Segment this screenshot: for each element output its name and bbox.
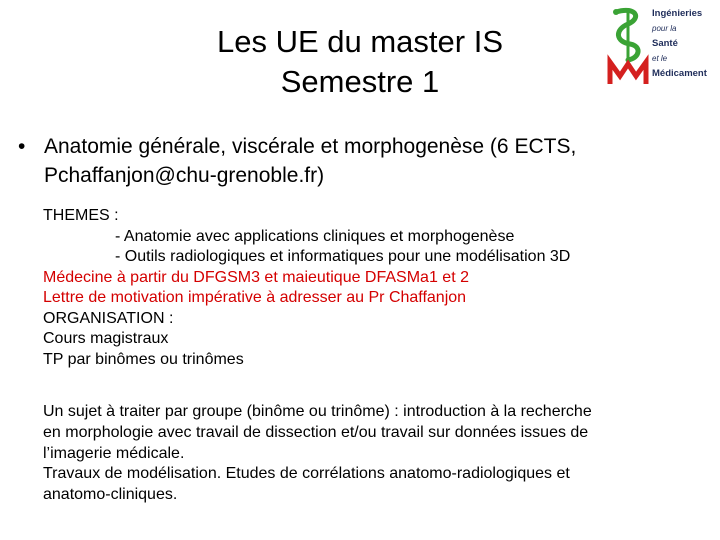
paragraph-line-5: anatomo-cliniques. [43,486,178,504]
logo-line-1: Ingénieries [652,8,703,19]
themes-label: THEMES : [43,207,119,224]
logo-text [652,6,707,81]
description-paragraph [43,402,683,506]
master-logo [606,4,716,90]
bullet-line-2: Pchaffanjon@chu-grenoble.fr) [44,164,325,187]
organisation-label: ORGANISATION : [43,309,174,327]
title-line-2: Semestre 1 [280,64,440,99]
course-details [43,206,693,370]
paragraph-line-3: l’imagerie médicale. [43,444,185,462]
slide-title [140,22,580,102]
organisation-item-2: TP par binômes ou trinômes [43,350,244,368]
logo-line-2: pour la [652,24,677,33]
eligibility-note: Médecine à partir du DFGSM3 et maieutique DFASMa1 et 2 [43,268,469,286]
title-line-1: Les UE du master IS [216,24,503,59]
theme-item-1: - Anatomie avec applications cliniques et morphogenèse [115,227,515,245]
logo-line-4: et le [652,54,668,63]
bullet-line-1: Anatomie générale, viscérale et morphogenèse (6 ECTS, [44,135,577,158]
bullet-dot-icon: • [18,135,26,158]
paragraph-line-2: en morphologie avec travail de dissection et/ou travail sur données issues de [43,423,589,441]
motivation-letter-note: Lettre de motivation impérative à adresser au Pr Chaffanjon [43,289,467,306]
caduceus-logo-icon [606,4,652,90]
logo-line-5: Médicament [652,68,707,79]
logo-line-3: Santé [652,38,678,49]
organisation-item-1: Cours magistraux [43,330,169,347]
paragraph-line-4: Travaux de modélisation. Etudes de corrélations anatomo-radiologiques et [43,465,570,483]
paragraph-line-1: Un sujet à traiter par groupe (binôme ou trinôme) : introduction à la recherche [43,403,592,420]
theme-item-2: - Outils radiologiques et informatiques pour une modélisation 3D [115,248,571,265]
